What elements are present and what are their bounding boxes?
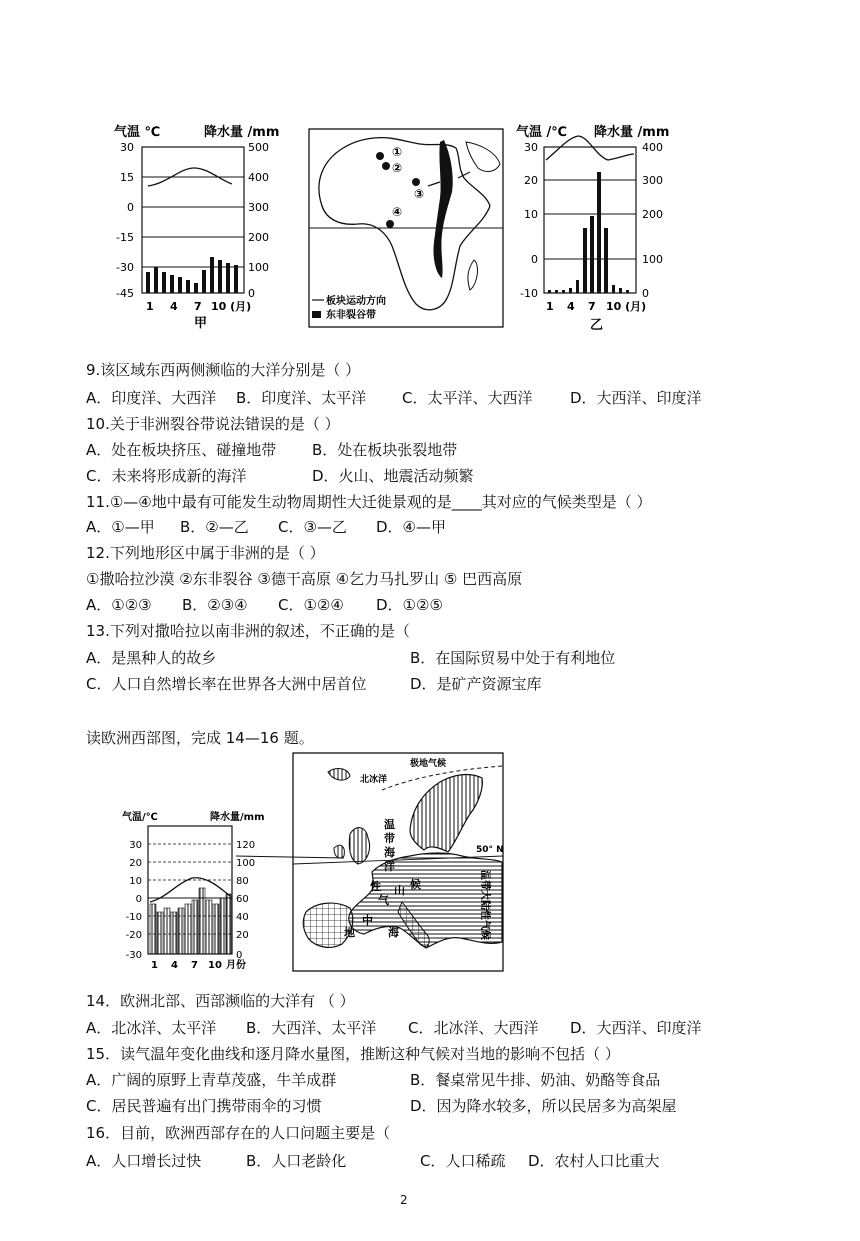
q12-option-c[interactable]: C．①②④ <box>278 596 344 614</box>
temp-tick: 0 <box>135 894 142 905</box>
marker-label: ① <box>392 145 403 159</box>
q12-option-a[interactable]: A．①②③ <box>86 596 152 614</box>
temp-axis-label: 气温 /℃ <box>516 125 568 140</box>
precip-tick: 100 <box>236 858 256 869</box>
month-tick: 7 <box>191 960 198 971</box>
label-maritime: 候 <box>410 878 421 891</box>
q10-option-d[interactable]: D．火山、地震活动频繁 <box>312 467 474 485</box>
legend-rift-label: 东非裂谷带 <box>326 310 376 321</box>
q10-option-b[interactable]: B．处在板块张裂地带 <box>312 441 458 459</box>
precip-tick: 300 <box>248 201 269 214</box>
precip-axis-label: 降水量/mm <box>210 812 265 823</box>
q11-option-d[interactable]: D．④—甲 <box>376 518 446 536</box>
label-maritime: 温 <box>384 818 395 831</box>
q9-option-a[interactable]: A．印度洋、大西洋 <box>86 389 217 407</box>
precip-bar <box>562 290 565 293</box>
temp-tick: -30 <box>125 950 142 961</box>
q14-option-d[interactable]: D．大西洋、印度洋 <box>570 1019 702 1037</box>
precip-bar <box>202 270 206 293</box>
month-tick: 1 <box>151 960 158 971</box>
q12-option-b[interactable]: B．②③④ <box>182 596 248 614</box>
label-arctic: 北冰洋 <box>360 775 388 785</box>
precip-tick: 100 <box>248 261 269 274</box>
precip-bar <box>597 172 601 293</box>
precip-tick: 100 <box>642 253 663 266</box>
precip-bar <box>186 280 190 293</box>
precip-tick: 0 <box>642 287 649 300</box>
temp-axis-label: 气温/℃ <box>122 812 158 823</box>
q16-option-b[interactable]: B．人口老龄化 <box>246 1152 347 1170</box>
precip-bar <box>178 277 182 293</box>
precip-axis-label: 降水量 /mm <box>594 125 670 140</box>
q16-option-a[interactable]: A．人口增长过快 <box>86 1152 202 1170</box>
precip-bar <box>210 257 214 293</box>
chart-caption: 乙 <box>590 318 604 333</box>
question-16: 16．目前，欧洲西部存在的人口问题主要是（ <box>86 1124 391 1142</box>
africa-map <box>308 128 504 328</box>
temp-tick: -10 <box>520 287 538 300</box>
q12-option-d[interactable]: D．①②⑤ <box>376 596 443 614</box>
q11-option-c[interactable]: C．③—乙 <box>278 518 347 536</box>
marker-label: ③ <box>414 187 425 201</box>
q15-option-c[interactable]: C．居民普遍有出门携带雨伞的习惯 <box>86 1097 322 1115</box>
q16-option-c[interactable]: C．人口稀疏 <box>420 1152 506 1170</box>
month-tick: 10 (月) <box>606 300 647 313</box>
month-tick: 1 <box>146 300 154 313</box>
precip-axis-label: 降水量 /mm <box>204 125 280 140</box>
precip-bar <box>194 283 198 293</box>
temp-tick: 10 <box>129 876 142 887</box>
temp-tick: -30 <box>116 261 134 274</box>
month-tick: 1 <box>546 300 554 313</box>
month-tick: 4 <box>567 300 575 313</box>
label-med: 海 <box>388 926 399 939</box>
precip-tick: 400 <box>248 171 269 184</box>
temp-tick: 10 <box>524 208 538 221</box>
precip-bar <box>170 275 174 293</box>
precip-tick: 120 <box>236 840 256 851</box>
label-mountain: 山 <box>394 884 405 897</box>
precip-tick: 400 <box>642 141 663 154</box>
precip-bar <box>548 290 551 293</box>
precip-tick: 300 <box>642 174 663 187</box>
label-maritime: 性 <box>370 880 381 893</box>
label-latitude: 50° N <box>476 845 504 855</box>
question-14: 14．欧洲北部、西部濒临的大洋有 （ ） <box>86 992 355 1010</box>
q13-option-b[interactable]: B．在国际贸易中处于有利地位 <box>410 649 616 667</box>
temp-tick: 30 <box>120 141 134 154</box>
month-tick: 10 (月) <box>211 300 252 313</box>
month-tick: 4 <box>171 960 178 971</box>
precip-tick: 200 <box>248 231 269 244</box>
temp-tick: 0 <box>531 253 538 266</box>
precip-bar <box>234 265 238 293</box>
location-marker <box>382 162 390 170</box>
british-isles <box>349 828 369 864</box>
chart-caption: 甲 <box>194 316 208 331</box>
page-number: 2 <box>400 1193 408 1207</box>
precip-bar <box>146 272 150 293</box>
label-maritime: 海 <box>384 846 395 859</box>
precip-tick: 20 <box>236 930 249 941</box>
precip-bar <box>218 260 222 293</box>
location-marker <box>376 152 384 160</box>
precip-bar <box>626 290 629 293</box>
label-continental: 温带大陆性气候 <box>479 870 490 940</box>
q9-option-c[interactable]: C．太平洋、大西洋 <box>402 389 533 407</box>
precip-bar <box>576 280 579 293</box>
climate-chart-yi <box>512 120 682 335</box>
climate-chart-jia <box>108 120 308 335</box>
q13-option-c[interactable]: C．人口自然增长率在世界各大洲中居首位 <box>86 675 367 693</box>
precip-bar <box>619 288 622 293</box>
temp-tick: -10 <box>125 912 142 923</box>
q14-option-c[interactable]: C．北冰洋、大西洋 <box>408 1019 539 1037</box>
precip-bar <box>583 228 587 293</box>
precip-bar <box>555 290 558 293</box>
q15-option-d[interactable]: D．因为降水较多，所以民居多为高架屋 <box>410 1097 677 1115</box>
precip-tick: 0 <box>248 287 255 300</box>
question-10: 10.关于非洲裂谷带说法错误的是（ ） <box>86 415 340 433</box>
month-tick: 7 <box>194 300 202 313</box>
label-maritime: 洋 <box>384 860 395 873</box>
precip-bar <box>226 263 230 293</box>
month-tick: 10 <box>208 960 222 971</box>
precip-bar <box>590 216 594 293</box>
marker-label: ④ <box>392 205 403 219</box>
question-9: 9.该区域东西两侧濒临的大洋分别是（ ） <box>86 361 361 379</box>
q10-option-a[interactable]: A．处在板块挤压、碰撞地带 <box>86 441 277 459</box>
precip-bar <box>154 267 158 293</box>
location-marker <box>412 178 420 186</box>
precip-tick: 80 <box>236 876 249 887</box>
precip-bar <box>162 272 166 293</box>
q12-items: ①撒哈拉沙漠 ②东非裂谷 ③德干高原 ④乞力马扎罗山 ⑤ 巴西高原 <box>86 570 523 588</box>
label-med: 中 <box>362 914 373 927</box>
africa-outline <box>319 138 490 310</box>
question-13: 13.下列对撒哈拉以南非洲的叙述，不正确的是（ <box>86 622 410 640</box>
precip-bar <box>604 228 608 293</box>
q11-option-a[interactable]: A．①—甲 <box>86 518 155 536</box>
section-intro: 读欧洲西部图，完成 14—16 题。 <box>86 729 314 747</box>
q15-option-a[interactable]: A．广阔的原野上青草茂盛，牛羊成群 <box>86 1071 337 1089</box>
temp-tick: 30 <box>524 141 538 154</box>
q10-option-c[interactable]: C．未来将形成新的海洋 <box>86 467 247 485</box>
precip-bar <box>569 288 572 293</box>
q14-option-b[interactable]: B．大西洋、太平洋 <box>246 1019 377 1037</box>
marker-label: ② <box>392 161 403 175</box>
question-12: 12.下列地形区中属于非洲的是（ ） <box>86 544 325 562</box>
precip-bar <box>612 285 615 293</box>
label-maritime: 带 <box>384 832 395 845</box>
europe-map <box>292 752 504 972</box>
arabia-outline <box>466 142 500 171</box>
legend-arrow-label: 板块运动方向 <box>326 296 386 307</box>
question-11: 11.①—④地中最有可能发生动物周期性大迁徙景观的是____其对应的气候类型是（ ） <box>86 493 652 511</box>
month-tick: 4 <box>170 300 178 313</box>
q13-option-d[interactable]: D．是矿产资源宝库 <box>410 675 542 693</box>
q16-option-d[interactable]: D．农村人口比重大 <box>528 1152 660 1170</box>
climate-chart-europe <box>118 808 278 978</box>
month-tick: 7 <box>588 300 596 313</box>
label-polar: 极地气候 <box>410 759 447 769</box>
temp-tick: 20 <box>524 174 538 187</box>
madagascar-outline <box>468 260 478 290</box>
label-maritime: 气 <box>378 894 389 907</box>
temp-axis-label: 气温 ℃ <box>114 125 161 140</box>
precip-tick: 500 <box>248 141 269 154</box>
east-african-rift <box>433 140 452 278</box>
q13-option-a[interactable]: A．是黑种人的故乡 <box>86 649 217 667</box>
precip-tick: 60 <box>236 894 249 905</box>
q9-option-d[interactable]: D．大西洋、印度洋 <box>570 389 702 407</box>
q11-option-b[interactable]: B．②—乙 <box>180 518 249 536</box>
temp-tick: 15 <box>120 171 134 184</box>
temp-tick: -15 <box>116 231 134 244</box>
precip-tick: 40 <box>236 912 249 923</box>
question-15: 15．读气温年变化曲线和逐月降水量图，推断这种气候对当地的影响不包括（ ） <box>86 1045 620 1063</box>
q9-option-b[interactable]: B．印度洋、太平洋 <box>236 389 367 407</box>
q14-option-a[interactable]: A．北冰洋、太平洋 <box>86 1019 217 1037</box>
temp-tick: 30 <box>129 840 142 851</box>
location-marker <box>386 220 394 228</box>
q15-option-b[interactable]: B．餐桌常见牛排、奶油、奶酪等食品 <box>410 1071 661 1089</box>
label-med: 地 <box>344 926 355 939</box>
temp-tick: 0 <box>127 201 134 214</box>
connector-line <box>236 850 346 862</box>
precip-tick: 0 <box>236 950 243 961</box>
precip-tick: 200 <box>642 208 663 221</box>
temp-tick: 20 <box>129 858 142 869</box>
month-tick: 月份 <box>226 960 246 971</box>
temp-tick: -20 <box>125 930 142 941</box>
temp-tick: -45 <box>116 287 134 300</box>
